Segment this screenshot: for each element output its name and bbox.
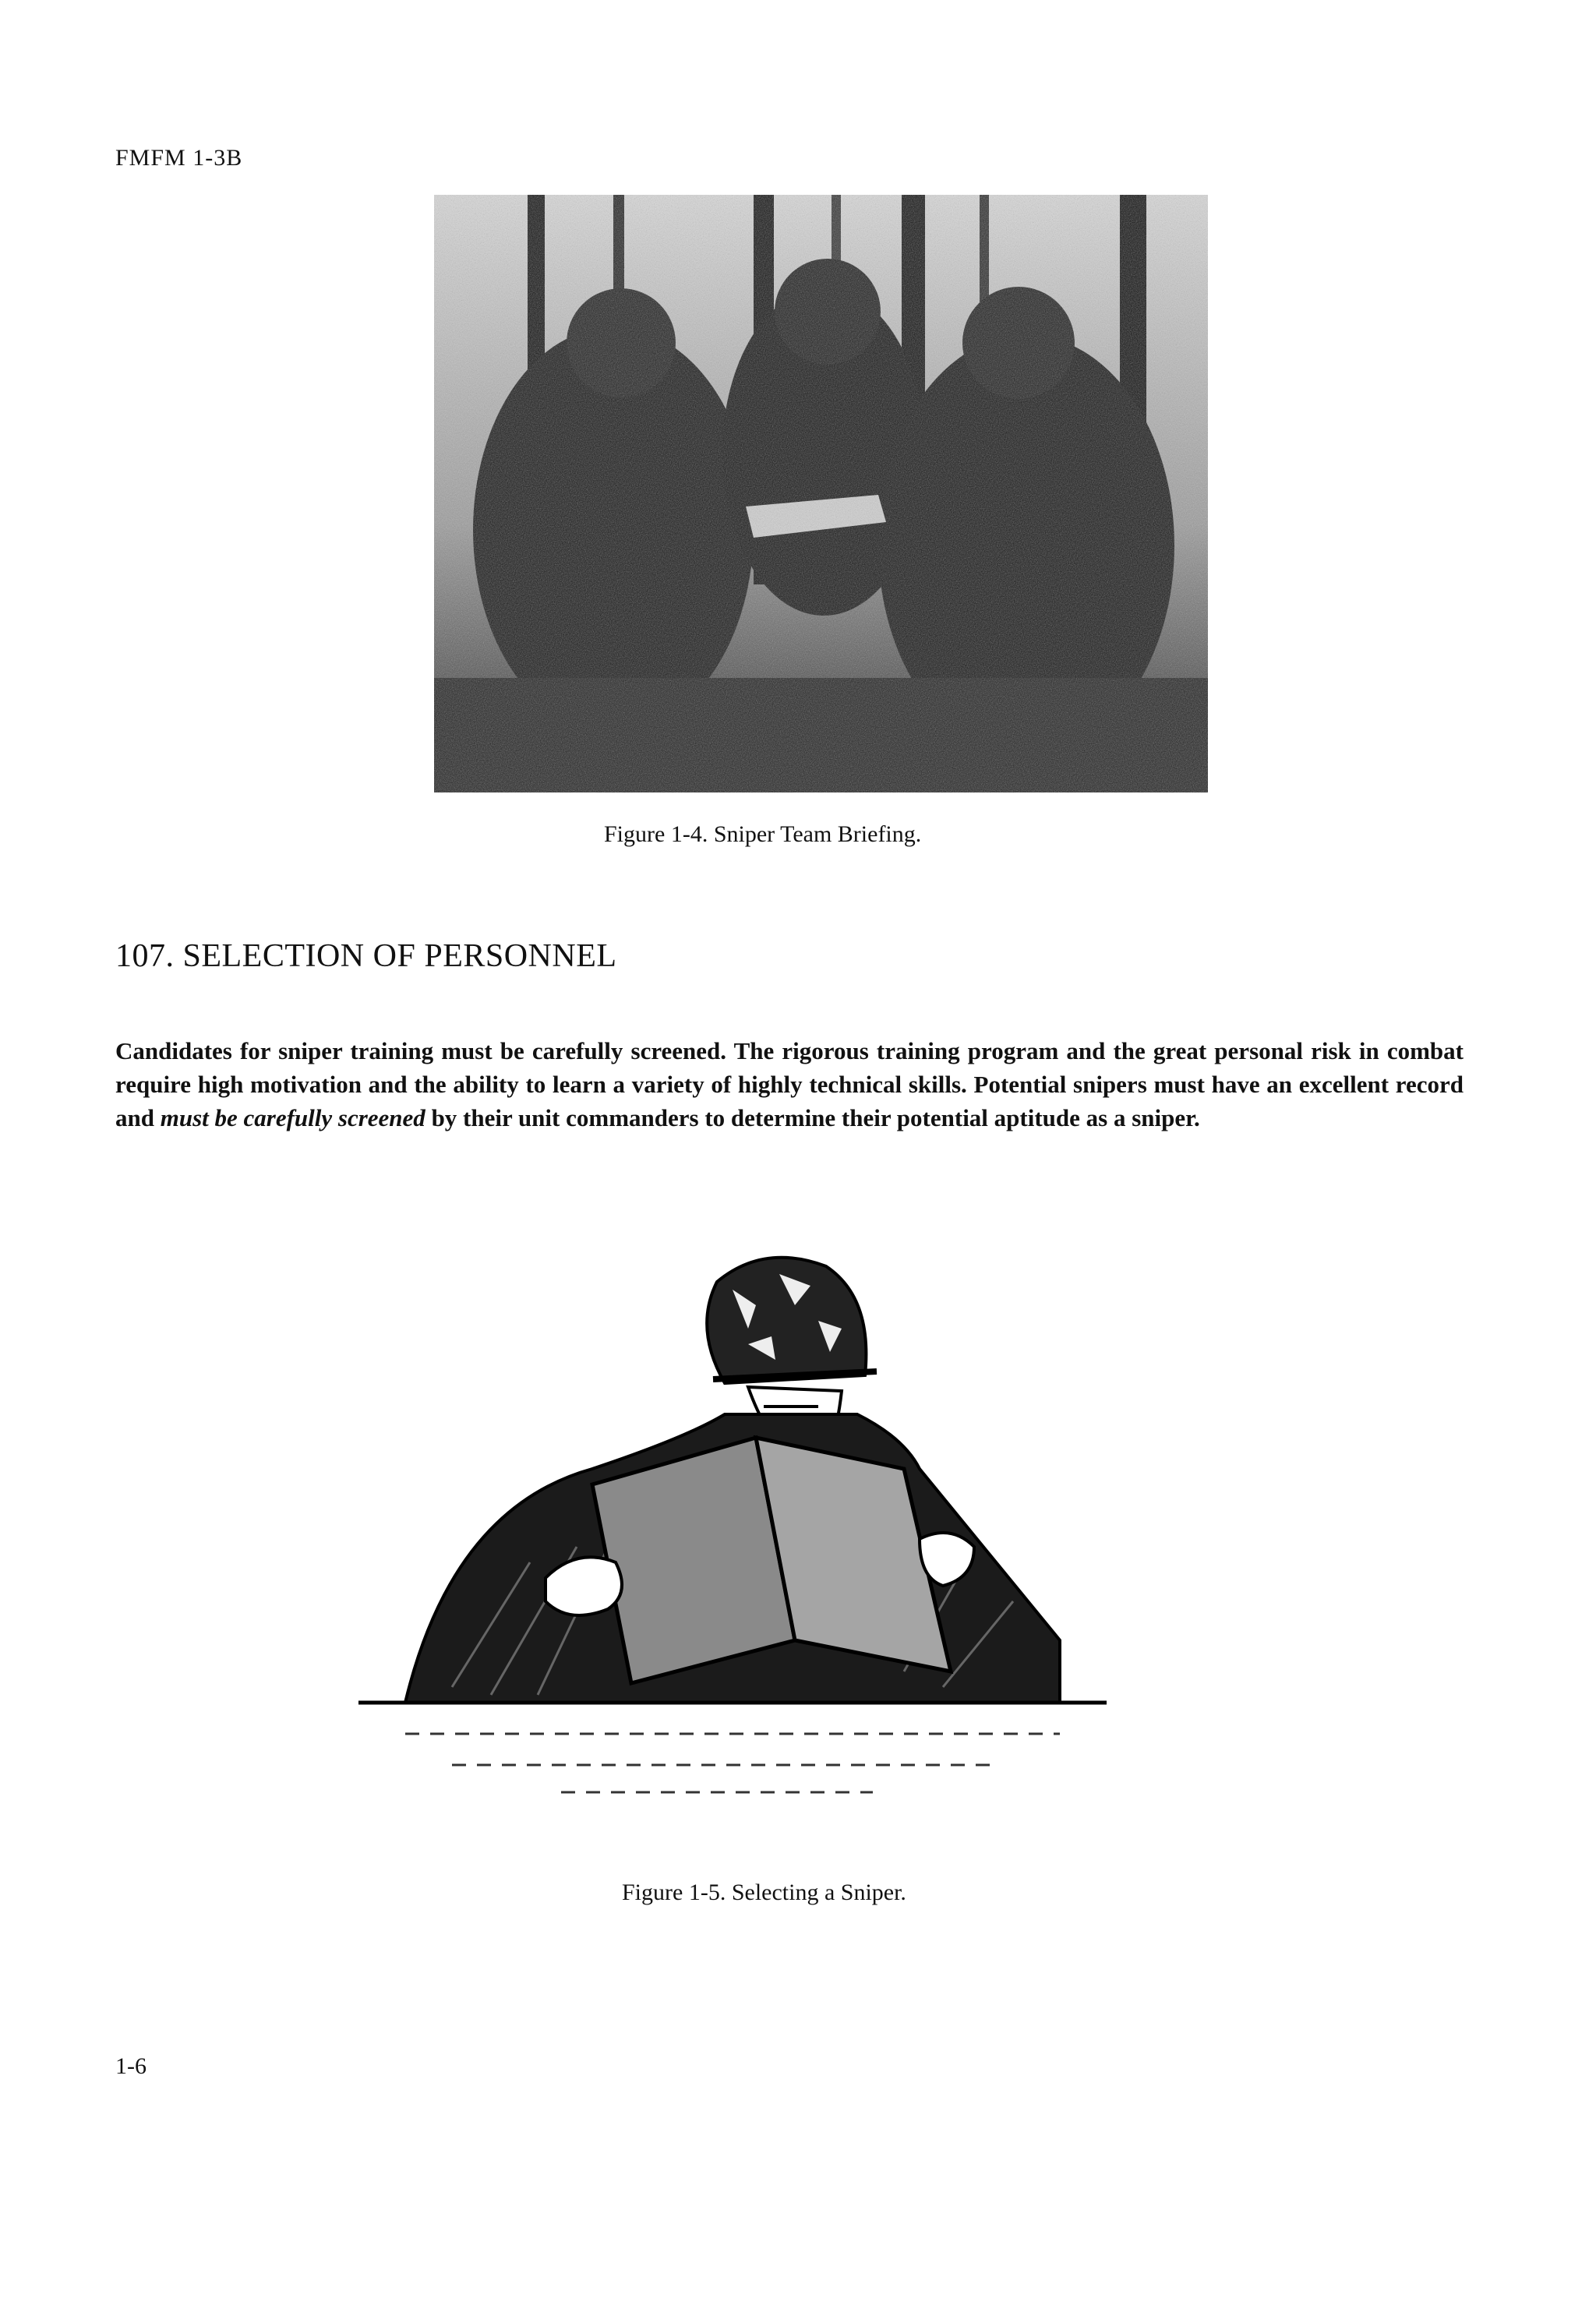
selecting-a-sniper-illustration (358, 1235, 1107, 1812)
section-paragraph (115, 1034, 1464, 1135)
section-heading: 107. SELECTION OF PERSONNEL (115, 937, 617, 974)
page-number: 1-6 (115, 2053, 147, 2079)
paragraph-text-part2: by their unit commanders to determine their potential aptitude as a sniper. (425, 1104, 1200, 1131)
figure-1-5-caption: Figure 1-5. Selecting a Sniper. (622, 1880, 906, 1905)
paragraph-emphasis: must be carefully screened (160, 1104, 425, 1131)
figure-1-4-caption: Figure 1-4. Sniper Team Briefing. (604, 821, 922, 847)
page-header-doc-id: FMFM 1-3B (115, 145, 243, 171)
paragraph-text-part1: Candidates for sniper training must be carefully screened. The rigorous training program and the great personal risk in combat require high motivation and the ability to learn a variety of highly technical skills. Potential snipers must have an excellent record and (115, 1037, 1464, 1131)
illustration-graphic (358, 1235, 1107, 1812)
sniper-team-briefing-photo (434, 195, 1208, 792)
photo-graphic (434, 195, 1208, 792)
